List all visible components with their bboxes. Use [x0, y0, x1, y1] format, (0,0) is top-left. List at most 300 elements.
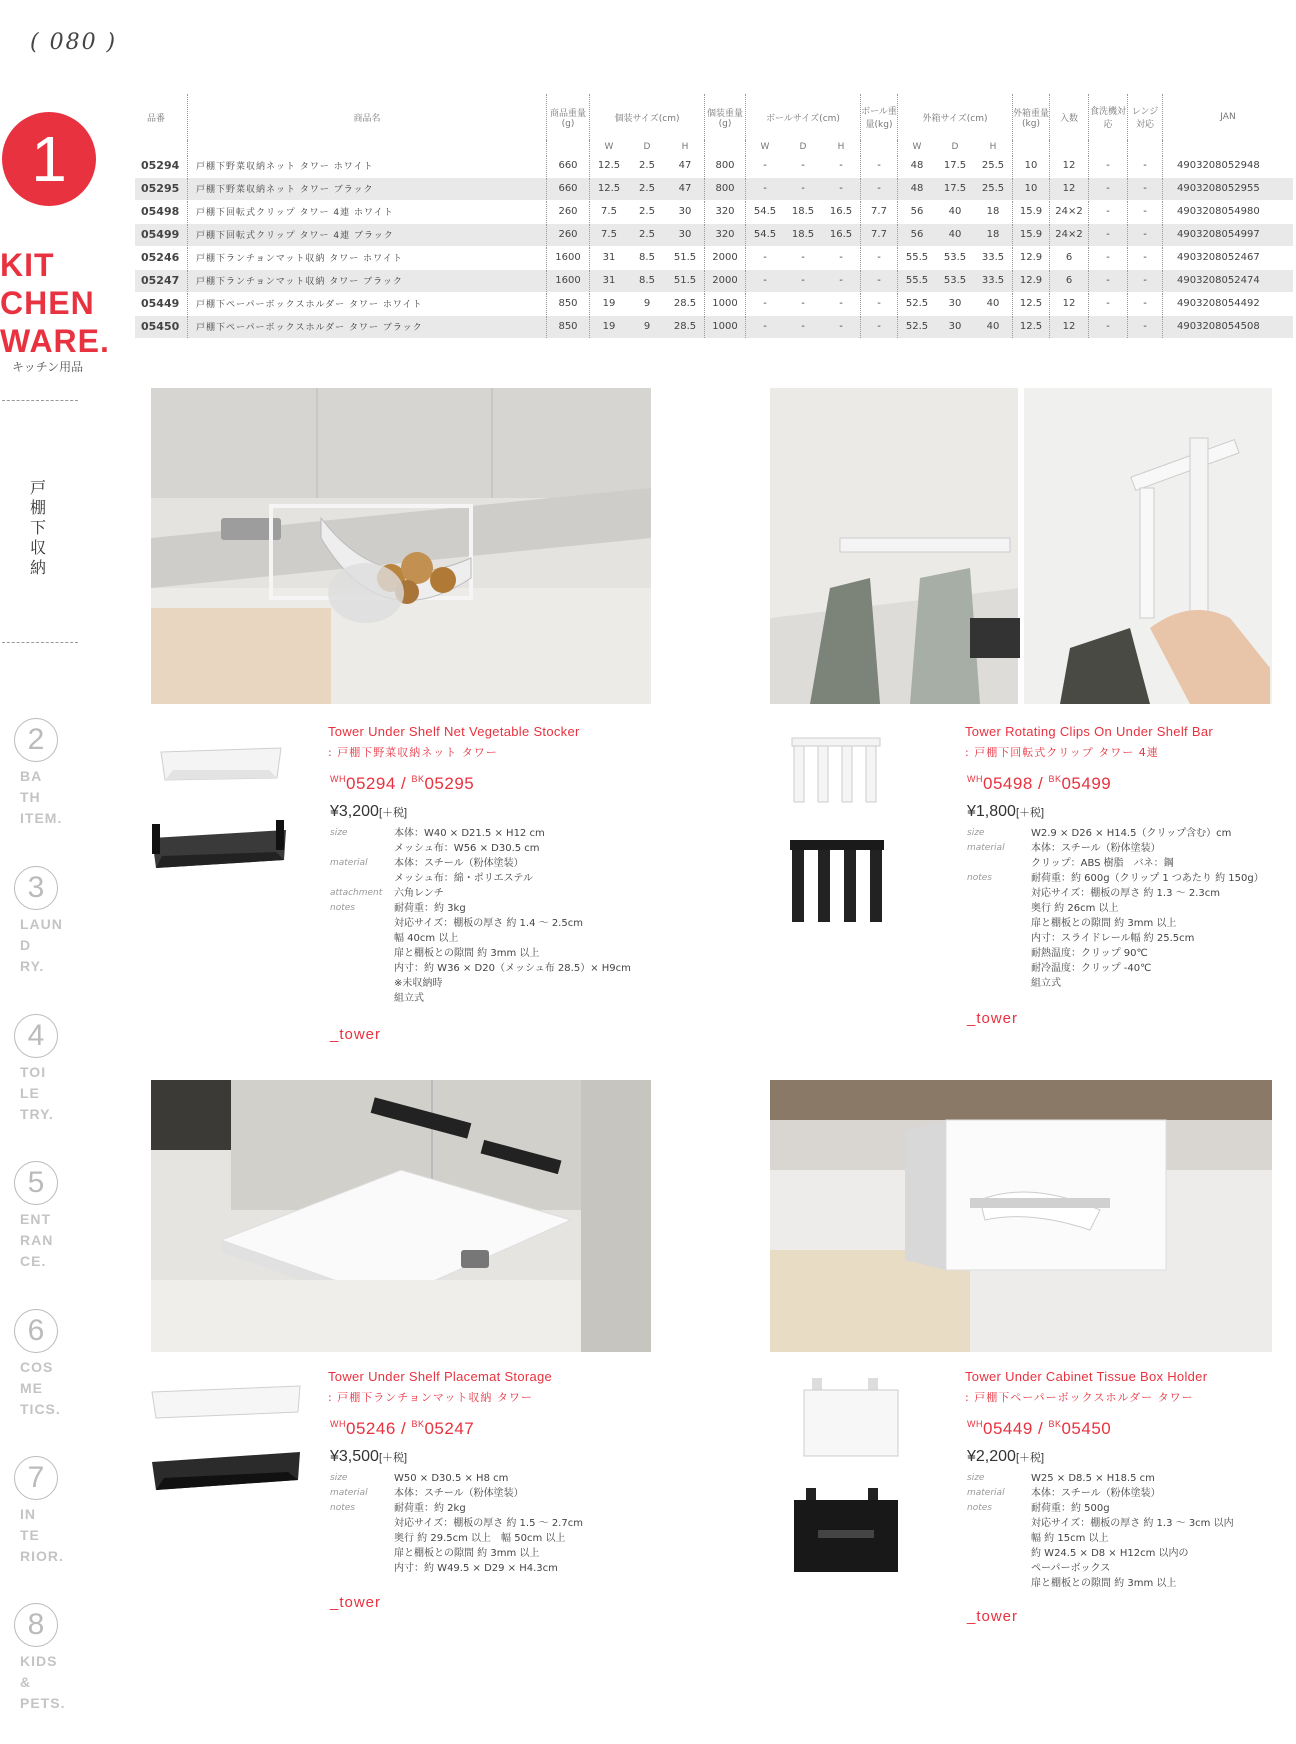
nav-section-5-button[interactable]: 5: [14, 1161, 58, 1205]
spec-label: size: [967, 828, 985, 838]
product-photo-rotating-clips: [770, 388, 1272, 704]
cell-bw: -: [746, 246, 785, 269]
spec-label: material: [330, 858, 368, 868]
cell-bw: 54.5: [746, 200, 785, 223]
cell-weight: 850: [547, 292, 590, 315]
cell-qty: 12: [1050, 154, 1089, 177]
col-outer-d: D: [951, 141, 959, 152]
product-specs: [330, 826, 670, 1026]
wh-label: WH: [967, 774, 983, 784]
cell-pd: 2.5: [628, 154, 666, 177]
product-codes: $^{WH}$05246 / $^{BK}$05247: [330, 1419, 475, 1438]
cell-dish: -: [1089, 269, 1128, 292]
col-outer-weight: 外箱重量(kg): [1013, 94, 1050, 140]
cell-bw: -: [746, 154, 785, 177]
col-microwave: レンジ対応: [1128, 94, 1163, 140]
cell-qty: 12: [1050, 177, 1089, 200]
cell-dish: -: [1089, 223, 1128, 246]
product-specs: [330, 1471, 670, 1581]
spec-value: 耐冷温度：クリップ -40℃: [1031, 963, 1152, 974]
cell-bw: 54.5: [746, 223, 785, 246]
col-ball-h: H: [837, 141, 845, 152]
cell-oh: 40: [974, 292, 1013, 315]
cell-pd: 2.5: [628, 223, 666, 246]
product-specs: [967, 1471, 1287, 1611]
cell-od: 17.5: [936, 177, 974, 200]
cell-pw: 12.5: [590, 177, 629, 200]
cell-code: 05295: [135, 177, 188, 200]
spec-value: W50 × D30.5 × H8 cm: [394, 1473, 509, 1484]
brand-logo: _tower: [967, 1010, 1019, 1027]
cell-mic: -: [1128, 315, 1163, 338]
nav-section-6-button[interactable]: 6: [14, 1309, 58, 1353]
thumb-white-vegetable-stocker: [151, 740, 291, 790]
price-value: ¥2,200: [967, 1448, 1016, 1465]
nav-section-label[interactable]: [20, 766, 62, 829]
cell-code: 05499: [135, 223, 188, 246]
cell-jan: 4903208054997: [1163, 223, 1294, 246]
divider: [2, 400, 78, 401]
wh-label: WH: [967, 1419, 983, 1429]
cell-bd: -: [784, 269, 822, 292]
nav-label-line: LE: [20, 1085, 40, 1101]
price-value: ¥1,800: [967, 803, 1016, 820]
product-price: [330, 1448, 407, 1466]
cell-code: 05246: [135, 246, 188, 269]
cell-bwt: -: [861, 246, 898, 269]
nav-label-line: RY.: [20, 958, 45, 974]
category-title-line: KIT: [0, 247, 55, 283]
cell-bwt: -: [861, 177, 898, 200]
product-photo-vegetable-stocker: [151, 388, 651, 704]
cell-name: 戸棚下ペーパーボックスホルダー タワー ブラック: [188, 315, 547, 338]
cell-bh: -: [822, 154, 861, 177]
nav-label-line: LAUN: [20, 916, 63, 932]
cell-bh: -: [822, 246, 861, 269]
cell-ow: 56: [898, 223, 937, 246]
nav-label-line: ENT: [20, 1211, 51, 1227]
cell-ph: 51.5: [666, 269, 705, 292]
bk-code: 05295: [424, 774, 475, 793]
cell-mic: -: [1128, 154, 1163, 177]
spec-label: material: [330, 1488, 368, 1498]
cell-pwt: 320: [705, 223, 746, 246]
nav-section-label[interactable]: [20, 1651, 65, 1714]
cell-ow: 48: [898, 154, 937, 177]
nav-section-3-button[interactable]: 3: [14, 866, 58, 910]
brand-logo: _tower: [330, 1026, 382, 1043]
cell-ph: 30: [666, 223, 705, 246]
cell-ph: 47: [666, 177, 705, 200]
cell-ph: 28.5: [666, 315, 705, 338]
cell-bh: 16.5: [822, 200, 861, 223]
cell-bd: -: [784, 292, 822, 315]
cell-oh: 33.5: [974, 269, 1013, 292]
cell-owt: 15.9: [1013, 223, 1050, 246]
product-specs: [967, 826, 1287, 1006]
nav-label-line: TE: [20, 1527, 40, 1543]
cell-bd: -: [784, 246, 822, 269]
cell-mic: -: [1128, 269, 1163, 292]
col-pkg-w: W: [590, 140, 629, 154]
thumb-black-tissue-box-holder: [788, 1484, 904, 1576]
nav-label-line: &: [20, 1674, 32, 1690]
bk-label: BK: [411, 774, 425, 784]
cell-pd: 9: [628, 292, 666, 315]
cell-od: 53.5: [936, 269, 974, 292]
thumb-black-rotating-clips: [786, 836, 888, 926]
nav-section-2-button[interactable]: 2: [14, 718, 58, 762]
cell-ph: 28.5: [666, 292, 705, 315]
product-price: [330, 803, 407, 821]
spec-value: 内寸：約 W36 × D20（メッシュ布 28.5）× H9cm: [394, 963, 631, 974]
cell-ow: 55.5: [898, 269, 937, 292]
brand-logo: _tower: [967, 1608, 1019, 1625]
cell-oh: 25.5: [974, 154, 1013, 177]
cell-code: 05449: [135, 292, 188, 315]
cell-bh: -: [822, 269, 861, 292]
cell-pwt: 320: [705, 200, 746, 223]
category-subtitle: キッチン用品: [12, 360, 84, 374]
spec-value: 耐荷重：約 500g: [1031, 1503, 1110, 1514]
spec-value: 幅 40cm 以上: [394, 933, 459, 944]
spec-value: 六角レンチ: [394, 888, 444, 899]
cell-ph: 47: [666, 154, 705, 177]
col-outer-h: H: [989, 141, 997, 152]
cell-pwt: 2000: [705, 246, 746, 269]
cell-od: 30: [936, 315, 974, 338]
cell-dish: -: [1089, 200, 1128, 223]
cell-jan: 4903208054492: [1163, 292, 1294, 315]
cell-qty: 6: [1050, 269, 1089, 292]
cell-bwt: 7.7: [861, 223, 898, 246]
cell-bd: -: [784, 315, 822, 338]
nav-label-line: TRY.: [20, 1106, 54, 1122]
spec-value: クリップ：ABS 樹脂 バネ：鋼: [1031, 858, 1174, 869]
cell-qty: 24×2: [1050, 200, 1089, 223]
section-label: 戸棚下収納: [30, 478, 47, 577]
cell-pd: 8.5: [628, 246, 666, 269]
cell-pd: 8.5: [628, 269, 666, 292]
spec-value: 扉と棚板との隙間 約 3mm 以上: [394, 1548, 540, 1559]
spec-value: W2.9 × D26 × H14.5（クリップ含む）cm: [1031, 828, 1232, 839]
nav-label-line: COS: [20, 1359, 54, 1375]
spec-value: メッシュ布：W56 × D30.5 cm: [394, 843, 540, 854]
cell-bh: -: [822, 315, 861, 338]
product-subtitle: : 戸棚下回転式クリップ タワー 4連: [965, 746, 1159, 759]
cell-pwt: 800: [705, 177, 746, 200]
table-row: [135, 269, 1293, 292]
price-tax: [＋税]: [378, 1452, 408, 1464]
col-ball-d: D: [799, 141, 807, 152]
cell-od: 53.5: [936, 246, 974, 269]
nav-label-line: RIOR.: [20, 1548, 64, 1564]
wh-code: 05498: [983, 774, 1033, 793]
cell-bw: -: [746, 177, 785, 200]
cell-oh: 18: [974, 223, 1013, 246]
spec-value: 組立式: [394, 993, 424, 1004]
cell-dish: -: [1089, 315, 1128, 338]
wh-label: WH: [330, 1419, 346, 1429]
nav-label-line: TICS.: [20, 1401, 61, 1417]
cell-pwt: 1000: [705, 292, 746, 315]
spec-value: W25 × D8.5 × H18.5 cm: [1031, 1473, 1155, 1484]
cell-od: 40: [936, 223, 974, 246]
cell-mic: -: [1128, 223, 1163, 246]
nav-section-7-button[interactable]: 7: [14, 1456, 58, 1500]
product-codes: $^{WH}$05449 / $^{BK}$05450: [967, 1419, 1112, 1438]
spec-value: 本体：スチール（粉体塗装）: [1031, 1488, 1161, 1499]
cell-jan: 4903208052955: [1163, 177, 1294, 200]
cell-bwt: 7.7: [861, 200, 898, 223]
cell-dish: -: [1089, 246, 1128, 269]
cell-jan: 4903208052474: [1163, 269, 1294, 292]
bk-label: BK: [411, 1419, 425, 1429]
cell-bh: 16.5: [822, 223, 861, 246]
wh-code: 05294: [346, 774, 396, 793]
cell-dish: -: [1089, 177, 1128, 200]
spec-value: 耐荷重：約 600g（クリップ 1 つあたり 約 150g）: [1031, 873, 1264, 884]
cell-pd: 2.5: [628, 200, 666, 223]
category-title-line: CHEN: [0, 285, 95, 321]
cell-weight: 260: [547, 223, 590, 246]
nav-label-line: BA: [20, 768, 43, 784]
bk-label: BK: [1048, 1419, 1062, 1429]
nav-section-label[interactable]: [20, 1209, 53, 1272]
spec-label: material: [967, 1488, 1005, 1498]
cell-name: 戸棚下ランチョンマット収納 タワー ブラック: [188, 269, 547, 292]
thumb-white-rotating-clips: [788, 734, 884, 806]
spec-table: [135, 94, 1293, 338]
table-row: [135, 223, 1293, 246]
bk-code: 05450: [1061, 1419, 1112, 1438]
product-price: [967, 803, 1044, 821]
bk-label: BK: [1048, 774, 1062, 784]
cell-weight: 1600: [547, 269, 590, 292]
cell-name: 戸棚下回転式クリップ タワー 4連 ブラック: [188, 223, 547, 246]
cell-qty: 24×2: [1050, 223, 1089, 246]
nav-section-label[interactable]: [20, 1504, 64, 1567]
spec-value: 本体：スチール（粉体塗装）: [394, 858, 524, 869]
nav-label-line: KIDS: [20, 1653, 58, 1669]
cell-oh: 40: [974, 315, 1013, 338]
table-row: [135, 154, 1293, 177]
cell-jan: 4903208054508: [1163, 315, 1294, 338]
cell-pd: 9: [628, 315, 666, 338]
cell-owt: 15.9: [1013, 200, 1050, 223]
nav-section-label[interactable]: [20, 1357, 61, 1420]
col-qty: 入数: [1050, 94, 1089, 140]
spec-value: 本体：スチール（粉体塗装）: [394, 1488, 524, 1499]
spec-label: size: [330, 828, 348, 838]
spec-value: 対応サイズ：棚板の厚さ 約 1.3 ～ 3cm 以内: [1031, 1518, 1234, 1529]
cell-bw: -: [746, 269, 785, 292]
cell-pw: 19: [590, 292, 629, 315]
price-tax: [＋税]: [378, 807, 408, 819]
price-value: ¥3,200: [330, 803, 379, 820]
spec-value: 奥行 約 29.5cm 以上 幅 50cm 以上: [394, 1533, 566, 1544]
col-ball-w: W: [746, 140, 785, 154]
cell-pw: 31: [590, 269, 629, 292]
table-row: [135, 246, 1293, 269]
cell-jan: 4903208054980: [1163, 200, 1294, 223]
spec-value: 扉と棚板との隙間 約 3mm 以上: [394, 948, 540, 959]
spec-value: 耐熱温度：クリップ 90℃: [1031, 948, 1148, 959]
col-pkg-weight: 個装重量(g): [705, 94, 746, 140]
cell-oh: 25.5: [974, 177, 1013, 200]
category-number-badge: 1: [2, 112, 96, 206]
spec-value: 対応サイズ：棚板の厚さ 約 1.5 ～ 2.7cm: [394, 1518, 583, 1529]
cell-pw: 7.5: [590, 200, 629, 223]
cell-bw: -: [746, 292, 785, 315]
col-outer-w: W: [898, 140, 937, 154]
cell-oh: 18: [974, 200, 1013, 223]
spec-label: notes: [330, 1503, 355, 1513]
spec-value: 幅 約 15cm 以上: [1031, 1533, 1109, 1544]
product-codes: $^{WH}$05294 / $^{BK}$05295: [330, 774, 475, 793]
product-subtitle: : 戸棚下野菜収納ネット タワー: [328, 746, 498, 759]
col-weight: 商品重量(g): [547, 94, 590, 140]
category-title-line: WARE.: [0, 323, 110, 359]
cell-pw: 31: [590, 246, 629, 269]
cell-mic: -: [1128, 246, 1163, 269]
thumb-white-tissue-box-holder: [798, 1374, 904, 1460]
nav-label-line: ME: [20, 1380, 43, 1396]
wh-code: 05246: [346, 1419, 396, 1438]
table-row: [135, 200, 1293, 223]
cell-name: 戸棚下ランチョンマット収納 タワー ホワイト: [188, 246, 547, 269]
cell-ow: 56: [898, 200, 937, 223]
nav-section-label[interactable]: [20, 1062, 54, 1125]
spec-label: size: [330, 1473, 348, 1483]
col-ball-weight: ボール重量(kg): [861, 94, 898, 140]
col-jan: JAN: [1163, 94, 1294, 140]
cell-owt: 10: [1013, 154, 1050, 177]
nav-label-line: ITEM.: [20, 810, 63, 826]
cell-owt: 12.5: [1013, 292, 1050, 315]
spec-value: 内寸：約 W49.5 × D29 × H4.3cm: [394, 1563, 558, 1574]
col-pkg-d: D: [643, 141, 651, 152]
cell-bh: -: [822, 177, 861, 200]
product-title: Tower Under Shelf Placemat Storage: [328, 1369, 553, 1384]
cell-pw: 12.5: [590, 154, 629, 177]
product-photo-placemat-storage: [151, 1080, 651, 1352]
spec-label: notes: [967, 873, 992, 883]
spec-value: 約 W24.5 × D8 × H12cm 以内の: [1031, 1548, 1189, 1559]
cell-code: 05498: [135, 200, 188, 223]
col-ball-size: ボールサイズ(cm): [746, 94, 861, 140]
product-title: Tower Under Cabinet Tissue Box Holder: [965, 1369, 1208, 1384]
product-price: [967, 1448, 1044, 1466]
cell-mic: -: [1128, 177, 1163, 200]
thumb-white-placemat-storage: [148, 1382, 304, 1424]
cell-od: 17.5: [936, 154, 974, 177]
cell-name: 戸棚下野菜収納ネット タワー ホワイト: [188, 154, 547, 177]
price-value: ¥3,500: [330, 1448, 379, 1465]
spec-value: 本体：スチール（粉体塗装）: [1031, 843, 1161, 854]
cell-owt: 10: [1013, 177, 1050, 200]
cell-qty: 6: [1050, 246, 1089, 269]
cell-bwt: -: [861, 154, 898, 177]
cell-code: 05450: [135, 315, 188, 338]
cell-pwt: 1000: [705, 315, 746, 338]
cell-bwt: -: [861, 292, 898, 315]
nav-label-line: PETS.: [20, 1695, 66, 1711]
col-pkg-h: H: [681, 141, 689, 152]
nav-section-8-button[interactable]: 8: [14, 1603, 58, 1647]
nav-label-line: TOI: [20, 1064, 47, 1080]
table-row: [135, 315, 1293, 338]
brand-logo: _tower: [330, 1594, 382, 1611]
cell-dish: -: [1089, 292, 1128, 315]
nav-section-4-button[interactable]: 4: [14, 1014, 58, 1058]
nav-label-line: IN: [20, 1506, 36, 1522]
cell-ow: 48: [898, 177, 937, 200]
nav-label-line: TH: [20, 789, 41, 805]
cell-ph: 51.5: [666, 246, 705, 269]
product-subtitle: : 戸棚下ペーパーボックスホルダー タワー: [965, 1391, 1194, 1404]
cell-dish: -: [1089, 154, 1128, 177]
cell-ow: 52.5: [898, 315, 937, 338]
spec-label: notes: [967, 1503, 992, 1513]
cell-bwt: -: [861, 269, 898, 292]
cell-bwt: -: [861, 315, 898, 338]
spec-value: 扉と棚板との隙間 約 3mm 以上: [1031, 918, 1177, 929]
cell-bw: -: [746, 315, 785, 338]
spec-value: ※未収納時: [394, 978, 443, 989]
bk-code: 05499: [1061, 774, 1112, 793]
cell-code: 05247: [135, 269, 188, 292]
spec-value: 耐荷重：約 2kg: [394, 1503, 466, 1514]
cell-weight: 660: [547, 154, 590, 177]
col-code: 品番: [147, 113, 166, 124]
spec-label: notes: [330, 903, 355, 913]
spec-label: size: [967, 1473, 985, 1483]
cell-owt: 12.9: [1013, 246, 1050, 269]
table-row: [135, 292, 1293, 315]
table-row: [135, 177, 1293, 200]
cell-code: 05294: [135, 154, 188, 177]
spec-value: メッシュ布：綿・ポリエステル: [394, 873, 533, 884]
cell-qty: 12: [1050, 315, 1089, 338]
product-codes: $^{WH}$05498 / $^{BK}$05499: [967, 774, 1112, 793]
cell-pwt: 800: [705, 154, 746, 177]
spec-value: 内寸：スライドレール幅 約 25.5cm: [1031, 933, 1195, 944]
cell-pw: 7.5: [590, 223, 629, 246]
spec-value: ペーパーボックス: [1031, 1563, 1111, 1574]
bk-code: 05247: [424, 1419, 475, 1438]
wh-code: 05449: [983, 1419, 1033, 1438]
cell-ph: 30: [666, 200, 705, 223]
price-tax: [＋税]: [1015, 1452, 1045, 1464]
spec-value: 対応サイズ：棚板の厚さ 約 1.3 ～ 2.3cm: [1031, 888, 1220, 899]
cell-ow: 55.5: [898, 246, 937, 269]
cell-pd: 2.5: [628, 177, 666, 200]
cell-jan: 4903208052948: [1163, 154, 1294, 177]
spec-value: 本体：W40 × D21.5 × H12 cm: [394, 828, 545, 839]
cell-name: 戸棚下ペーパーボックスホルダー タワー ホワイト: [188, 292, 547, 315]
spec-value: 奥行 約 26cm 以上: [1031, 903, 1119, 914]
col-pkg-size: 個装サイズ(cm): [590, 94, 705, 140]
cell-name: 戸棚下回転式クリップ タワー 4連 ホワイト: [188, 200, 547, 223]
cell-jan: 4903208052467: [1163, 246, 1294, 269]
divider: [2, 642, 78, 643]
nav-section-label[interactable]: [20, 914, 63, 977]
cell-owt: 12.5: [1013, 315, 1050, 338]
cell-qty: 12: [1050, 292, 1089, 315]
nav-label-line: D: [20, 937, 32, 953]
cell-od: 30: [936, 292, 974, 315]
